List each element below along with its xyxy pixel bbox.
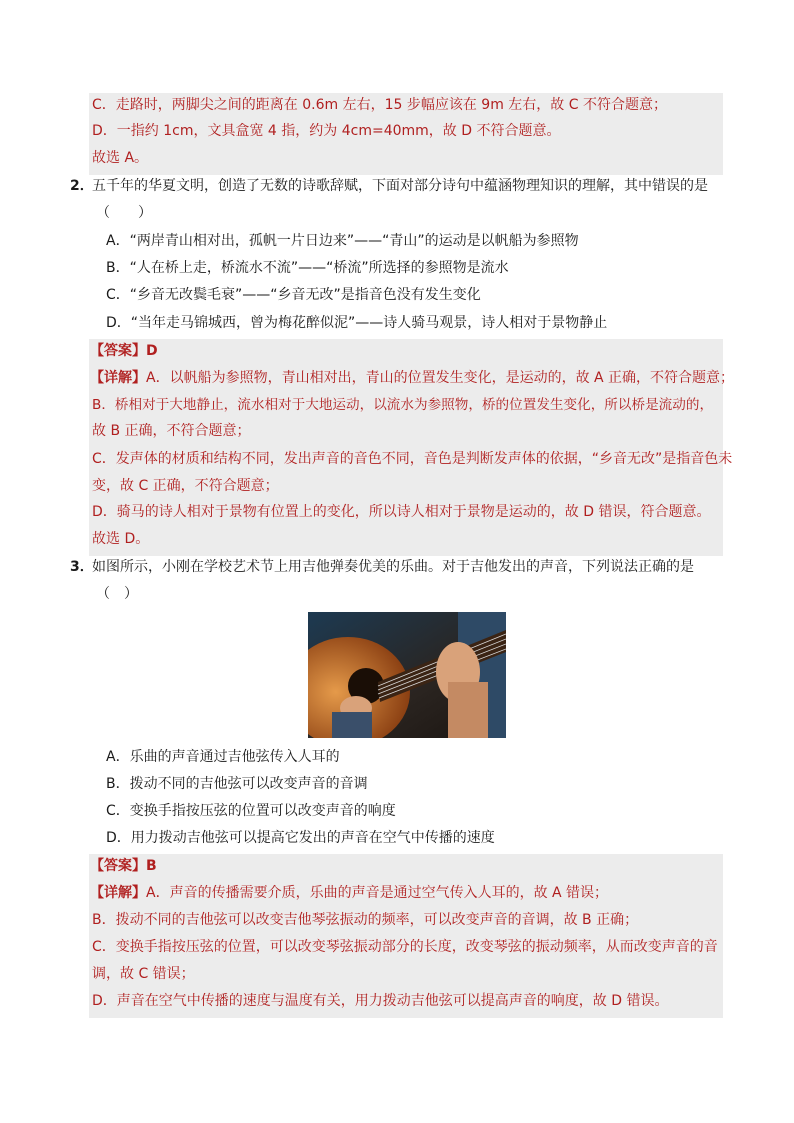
previous-answer-line-c: C．走路时，两脚尖之间的距离在 0.6m 左右，15 步幅应该在 9m 左右，故 C 不符合题意；	[92, 97, 667, 113]
question-2-number: 2．	[70, 178, 94, 194]
question-2-option-a: A．“两岸青山相对出，孤帆一片日边来”——“青山”的运动是以帆船为参照物	[106, 233, 579, 249]
answer-value: D	[146, 343, 158, 359]
question-3-option-c: C．变换手指按压弦的位置可以改变声音的响度	[106, 803, 396, 819]
answer-label: 【答案】	[90, 858, 146, 874]
detail-label: 【详解】	[90, 885, 146, 901]
question-3-detail-a	[90, 883, 608, 903]
question-3-detail-c: C．变换手指按压弦的位置，可以改变琴弦振动部分的长度，改变琴弦的振动频率，从而改变声音的音	[92, 939, 718, 955]
question-2-detail-b: B．桥相对于大地静止，流水相对于大地运动，以流水为参照物，桥的位置发生变化，所以桥是流动的，	[92, 397, 714, 413]
previous-answer-conclusion: 故选 A。	[92, 150, 149, 166]
question-3-option-b: B．拨动不同的吉他弦可以改变声音的音调	[106, 776, 368, 792]
answer-label: 【答案】	[90, 343, 146, 359]
question-2-detail-c: C．发声体的材质和结构不同，发出声音的音色不同，音色是判断发声体的依据，“乡音无改”是指音色未	[92, 451, 733, 467]
question-2-option-c: C．“乡音无改鬓毛衰”——“乡音无改”是指音色没有发生变化	[106, 287, 481, 303]
question-2-answer	[90, 341, 158, 361]
question-2-option-b: B．“人在桥上走，桥流水不流”——“桥流”所选择的参照物是流水	[106, 260, 509, 276]
question-3-detail-b: B．拨动不同的吉他弦可以改变吉他琴弦振动的频率，可以改变声音的音调，故 B 正确；	[92, 912, 639, 928]
answer-value: B	[146, 858, 157, 874]
question-3-detail-d: D．声音在空气中传播的速度与温度有关，用力拨动吉他弦可以提高声音的响度，故 D 错误。	[92, 993, 669, 1009]
question-2-blank: （ ）	[96, 205, 152, 221]
question-3-option-a: A．乐曲的声音通过吉他弦传入人耳的	[106, 749, 340, 765]
guitar-illustration	[308, 612, 506, 738]
question-3-stem: 如图所示，小刚在学校艺术节上用吉他弹奏优美的乐曲。对于吉他发出的声音，下列说法正确的是	[92, 559, 694, 575]
question-3-detail-c-cont: 调，故 C 错误；	[92, 966, 195, 982]
question-3-answer	[90, 856, 157, 876]
detail-text: A．声音的传播需要介质，乐曲的声音是通过空气传入人耳的，故 A 错误；	[146, 885, 609, 901]
question-3-blank: （ ）	[96, 586, 138, 602]
question-2-detail-a	[90, 368, 734, 388]
detail-text: A．以帆船为参照物，青山相对出，青山的位置发生变化，是运动的，故 A 正确，不符合题意；	[146, 370, 735, 386]
detail-label: 【详解】	[90, 370, 146, 386]
question-3-option-d: D．用力拨动吉他弦可以提高它发出的声音在空气中传播的速度	[106, 830, 495, 846]
guitar-photo	[308, 612, 506, 738]
question-2-conclusion: 故选 D。	[92, 531, 150, 547]
previous-answer-line-d: D．一指约 1cm，文具盒宽 4 指，约为 4cm=40mm，故 D 不符合题意。	[92, 123, 561, 139]
question-3-number: 3．	[70, 559, 94, 575]
question-2-option-d: D．“当年走马锦城西，曾为梅花醉似泥”——诗人骑马观景，诗人相对于景物静止	[106, 315, 608, 331]
question-2-detail-d: D．骑马的诗人相对于景物有位置上的变化，所以诗人相对于景物是运动的，故 D 错误，符合题意。	[92, 504, 711, 520]
question-2-stem: 五千年的华夏文明，创造了无数的诗歌辞赋，下面对部分诗句中蕴涵物理知识的理解，其中错误的是	[92, 178, 708, 194]
question-2-detail-c-cont: 变，故 C 正确，不符合题意；	[92, 478, 279, 494]
question-2-detail-b-cont: 故 B 正确，不符合题意；	[92, 423, 251, 439]
